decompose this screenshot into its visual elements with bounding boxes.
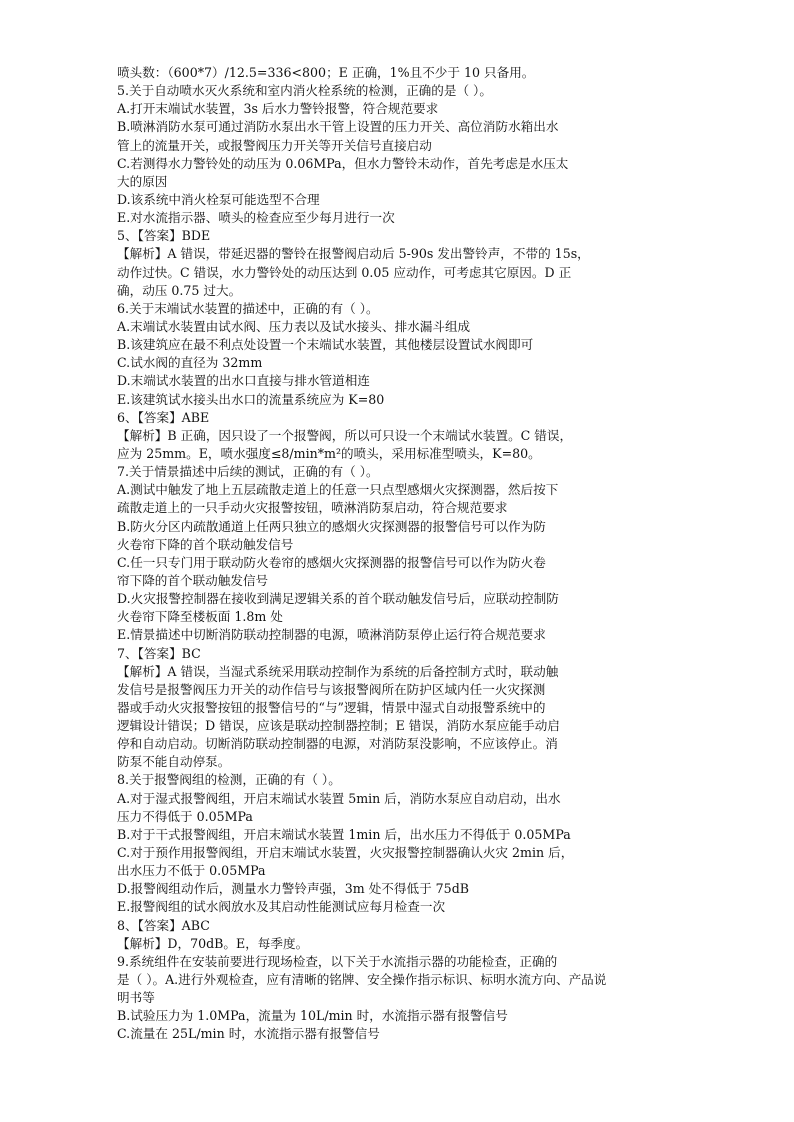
text-line: A.测试中触发了地上五层疏散走道上的任意一只点型感烟火灾探测器，然后按下 [117,482,559,498]
text-line: 火卷帘下降的首个联动触发信号 [117,536,294,552]
text-line: 应为 25mm。E，喷水强度≤8/min*m²的喷头，采用标准型喷头，K=80。 [117,445,541,461]
text-line: 大的原因 [117,173,168,189]
text-line: D.报警阀组动作后，测量水力警铃声强，3m 处不得低于 75dB [117,881,470,897]
text-line: E.该建筑试水接头出水口的流量系统应为 K=80 [117,391,385,407]
text-line: 6、【答案】ABE [117,409,210,425]
text-line: 【解析】B 正确，因只设了一个报警阀，所以可只设一个末端试水装置。C 错误， [117,427,573,443]
text-line: 防泵不能自动停泵。 [117,754,231,770]
text-line: 疏散走道上的一只手动火灾报警按钮，喷淋消防泵启动，符合规范要求 [117,500,508,516]
text-line: B.防火分区内疏散通道上任两只独立的感烟火灾探测器的报警信号可以作为防 [117,518,546,534]
text-line: 【解析】A 错误，当湿式系统采用联动控制作为系统的后备控制方式时，联动触 [117,663,559,679]
text-line: B.喷淋消防水泵可通过消防水泵出水干管上设置的压力开关、高位消防水箱出水 [117,119,559,135]
text-line: 7、【答案】BC [117,645,201,661]
text-line: B.试验压力为 1.0MPa，流量为 10L/min 时，水流指示器有报警信号 [117,1008,508,1024]
text-line: B.该建筑应在最不利点处设置一个末端试水装置，其他楼层设置试水阀即可 [117,337,534,353]
text-line: D.火灾报警控制器在接收到满足逻辑关系的首个联动触发信号后，应联动控制防 [117,591,559,607]
text-line: 动作过快。C 错误，水力警铃处的动压达到 0.05 应动作，可考虑其它原因。D 正 [117,264,572,280]
text-line: 逻辑设计错误；D 错误，应该是联动控制器控制；E 错误，消防水泵应能手动启 [117,718,560,734]
text-line: E.报警阀组的试水阀放水及其启动性能测试应每月检查一次 [117,899,446,915]
text-line: 是（ ）。A.进行外观检查，应有清晰的铭牌、安全操作指示标识、标明水流方向、产品说 [117,972,607,988]
text-line: 器或手动火灾报警按钮的报警信号的“与”逻辑，情景中湿式自动报警系统中的 [117,699,546,715]
text-line: E.对水流指示器、喷头的检查应至少每月进行一次 [117,210,395,226]
text-line: C.任一只专门用于联动防火卷帘的感烟火灾探测器的报警信号可以作为防火卷 [117,554,546,570]
text-line: 喷头数：（600*7）/12.5=336<800；E 正确，1%且不少于 10 只备用。 [117,65,535,80]
text-line: C.流量在 25L/min 时，水流指示器有报警信号 [117,1026,380,1042]
text-line: 6.关于末端试水装置的描述中，正确的有（ ）。 [117,300,379,316]
text-line: C.试水阀的直径为 32mm [117,355,263,371]
text-line: 【解析】D，70dB。E，每季度。 [117,935,309,951]
text-line: 确，动压 0.75 过大。 [117,282,242,298]
text-line: 【解析】A 错误，带延迟器的警铃在报警阀启动后 5-90s 发出警铃声，不带的 15s， [117,246,590,262]
text-line: 5、【答案】BDE [117,228,211,244]
text-line: 压力不得低于 0.05MPa [117,808,253,824]
text-line: C.若测得水力警铃处的动压为 0.06MPa，但水力警铃未动作，首先考虑是水压太 [117,155,569,171]
text-line: A.末端试水装置由试水阀、压力表以及试水接头、排水漏斗组成 [117,318,471,334]
text-line: C.对于预作用报警阀组，开启末端试水装置，火灾报警控制器确认火灾 2min 后， [117,845,574,861]
text-line: 出水压力不低于 0.05MPa [117,863,266,879]
text-line: A.打开末端试水装置，3s 后水力警铃报警，符合规范要求 [117,101,439,117]
text-line: 停和自动启动。切断消防联动控制器的电源，对消防泵没影响，不应该停止。消 [117,736,558,752]
text-line: 管上的流量开关，或报警阀压力开关等开关信号直接启动 [117,137,432,153]
text-line: A.对于湿式报警阀组，开启末端试水装置 5min 后，消防水泵应自动启动，出水 [117,790,561,806]
text-line: 帘下降的首个联动触发信号 [117,572,269,588]
text-line: E.情景描述中切断消防联动控制器的电源，喷淋消防泵停止运行符合规范要求 [117,627,546,643]
text-line: 5.关于自动喷水灭火系统和室内消火栓系统的检测，正确的是（ ）。 [117,83,492,99]
text-line: 发信号是报警阀压力开关的动作信号与该报警阀所在防护区域内任一火灾探测 [117,681,546,697]
text-line: 8.关于报警阀组的检测，正确的有（ ）。 [117,772,341,788]
text-line: 7.关于情景描述中后续的测试，正确的有（ ）。 [117,464,379,480]
text-line: 明书等 [117,990,155,1006]
text-line: D.末端试水装置的出水口直接与排水管道相连 [117,373,370,389]
text-line: B.对于干式报警阀组，开启末端试水装置 1min 后，出水压力不得低于 0.05MPa [117,826,571,842]
document-body [117,64,697,1044]
text-line: 8、【答案】ABC [117,917,210,933]
text-line: D.该系统中消火栓泵可能选型不合理 [117,191,320,207]
text-line: 火卷帘下降至楼板面 1.8m 处 [117,609,283,625]
text-line: 9.系统组件在安装前要进行现场检查，以下关于水流指示器的功能检查，正确的 [117,953,558,969]
